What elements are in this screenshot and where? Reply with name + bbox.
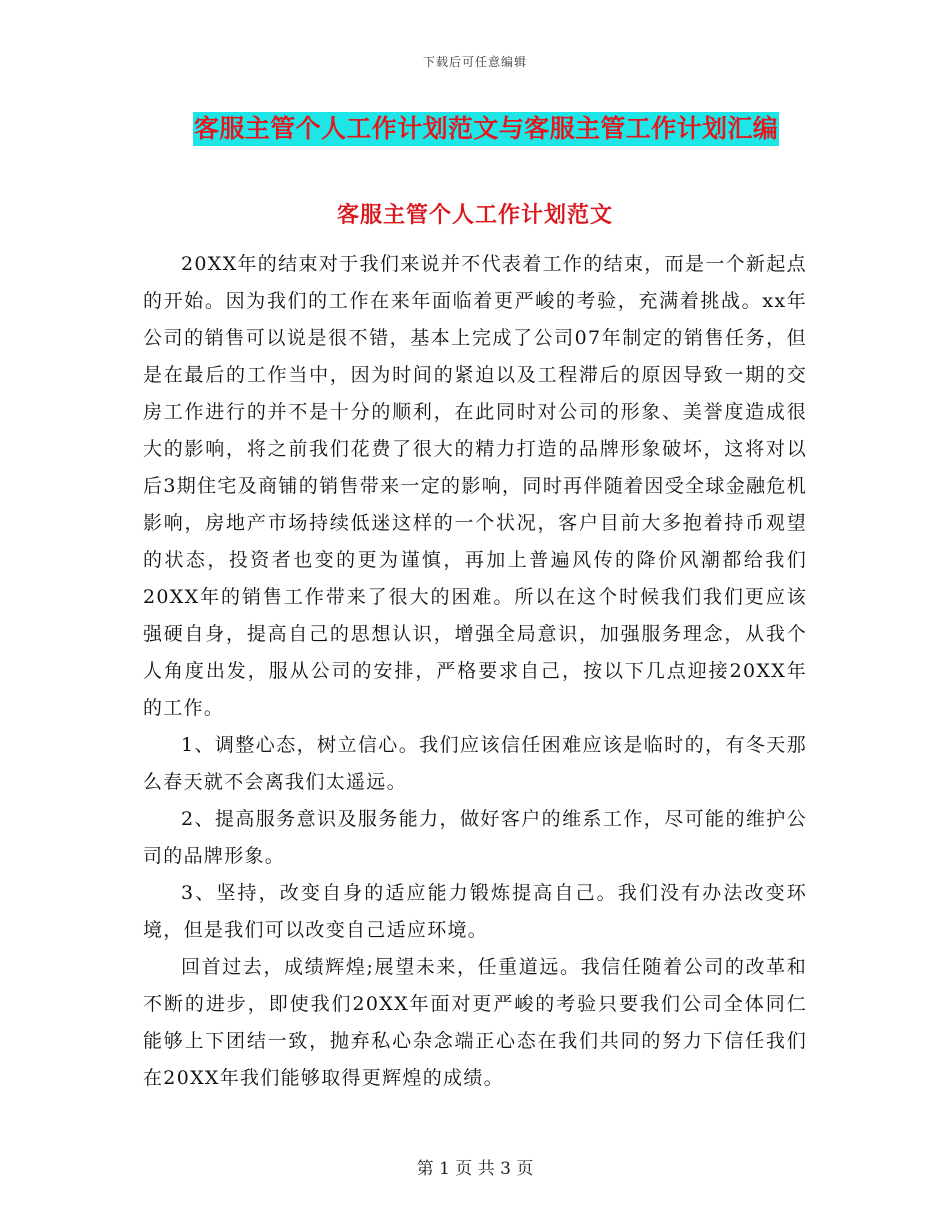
page-number-footer: 第 1 页 共 3 页 bbox=[416, 1159, 534, 1179]
paragraph-point-3: 3、坚持，改变自身的适应能力锻炼提高自己。我们没有办法改变环境，但是我们可以改变自己适应环境。 bbox=[143, 882, 807, 941]
header-note: 下载后可任意编辑 bbox=[422, 55, 527, 69]
body-text bbox=[143, 246, 807, 1097]
main-title: 客服主管个人工作计划范文与客服主管工作计划汇编 bbox=[193, 112, 779, 146]
paragraph-conclusion: 回首过去，成绩辉煌;展望未来，任重道远。我信任随着公司的改革和不断的进步，即使我们20XX年面对更严峻的考验只要我们公司全体同仁能够上下团结一致，抛弃私心杂念端正心态在我们共同的努力下信任我们在20XX年我们能够取得更辉煌的成绩。 bbox=[143, 956, 807, 1089]
paragraph-point-2: 2、提高服务意识及服务能力，做好客户的维系工作，尽可能的维护公司的品牌形象。 bbox=[143, 808, 807, 867]
section-title: 客服主管个人工作计划范文 bbox=[336, 202, 613, 228]
main-title-container bbox=[193, 112, 803, 148]
paragraph-intro: 20XX年的结束对于我们来说并不代表着工作的结束，而是一个新起点的开始。因为我们的工作在来年面临着更严峻的考验，充满着挑战。xx年公司的销售可以说是很不错，基本上完成了公司07年制定的销售任务，但是在最后的工作当中，因为时间的紧迫以及工程滞后的原因导致一期的交房工作进行的并不是十分的顺利，在此同时对公司的形象、美誉度造成很大的影响，将之前我们花费了很大的精力打造的品牌形象破坏，这将对以后3期住宅及商铺的销售带来一定的影响，同时再伴随着因受全球金融危机影响，房地产市场持续低迷这样的一个状况，客户目前大多抱着持币观望的状态，投资者也变的更为谨慎，再加上普遍风传的降价风潮都给我们20XX年的销售工作带来了很大的困难。所以在这个时候我们我们更应该强硬自身，提高自己的思想认识，增强全局意识，加强服务理念，从我个人角度出发，服从公司的安排，严格要求自己，按以下几点迎接20XX年的工作。 bbox=[143, 253, 807, 719]
paragraph-point-1: 1、调整心态，树立信心。我们应该信任困难应该是临时的，有冬天那么春天就不会离我们太遥远。 bbox=[143, 734, 807, 793]
